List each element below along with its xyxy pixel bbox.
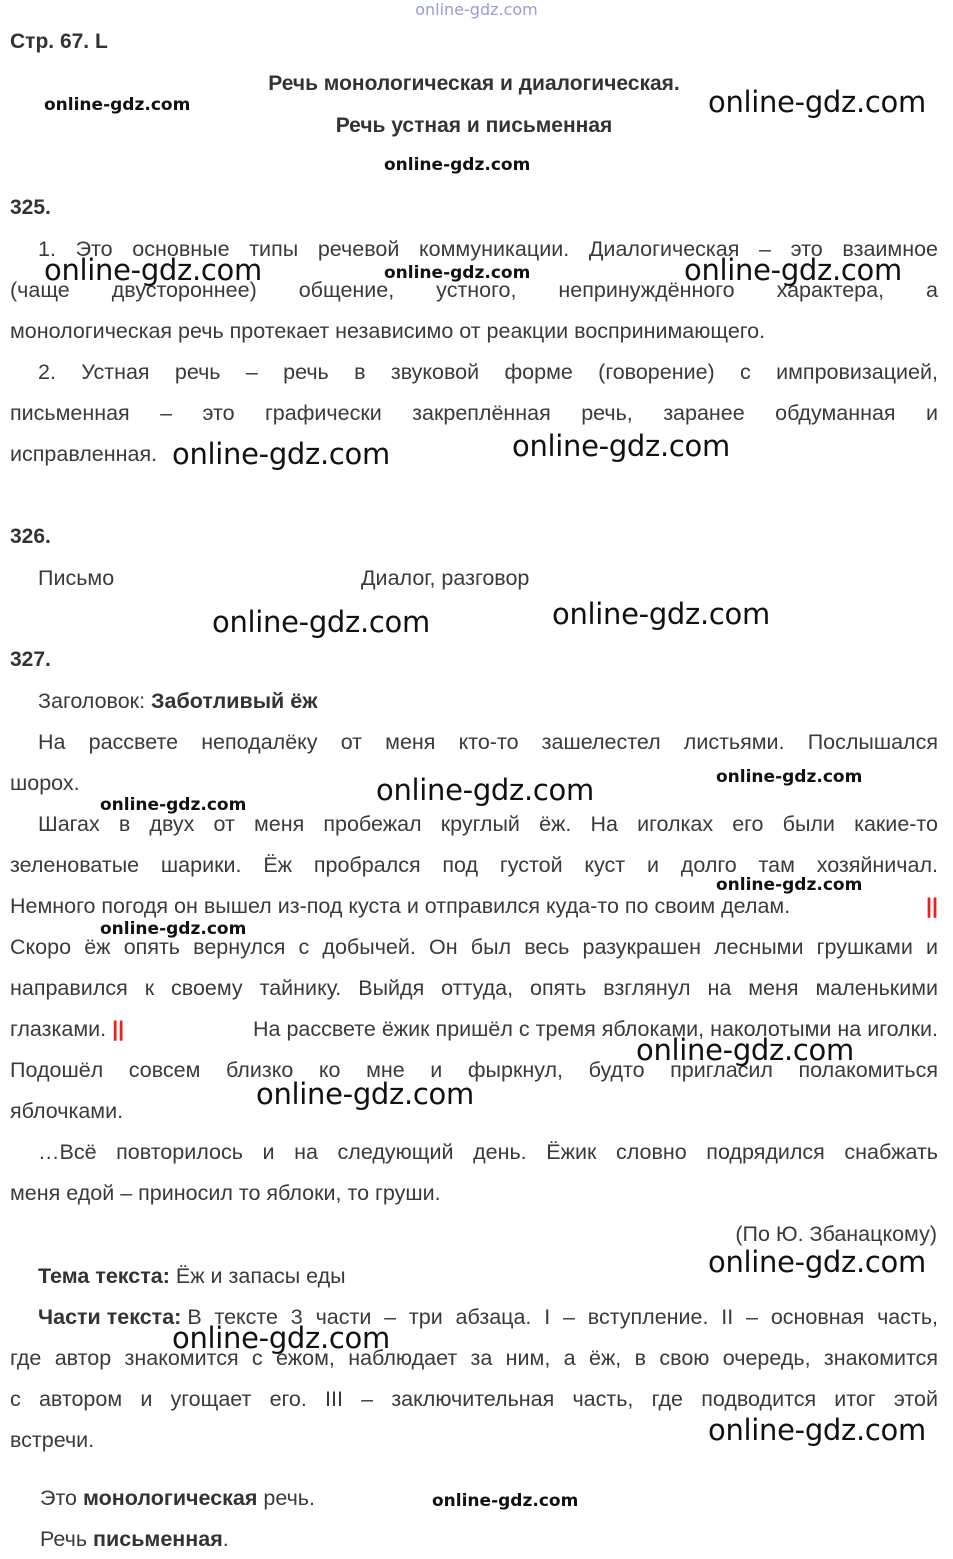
speech-bold: письменная [93,1527,223,1551]
watermark: online-gdz.com [44,253,262,287]
parts-line: с автором и угощает его. III – заключительная часть, где подводится итог этой [10,1387,938,1411]
text-theme [38,1264,346,1289]
parts-line: где автор знакомится с ежом, наблюдает за ним, а ёж, в свою очередь, знакомится [10,1346,938,1370]
ex327-line: Шагах в двух от меня пробежал круглый ёж. На иголках его были какие-то [38,812,938,836]
ex325-line: (чаще двустороннее) общение, устного, непринуждённого характера, а [10,278,938,302]
parts-label: Части текста: [38,1305,182,1329]
watermark: online-gdz.com [44,95,191,115]
watermark: online-gdz.com [172,1321,390,1355]
ex327-heading [38,689,317,714]
ex325-line: исправленная. [10,442,158,466]
watermark: online-gdz.com [432,1491,579,1511]
ex327-line: яблочками. [10,1099,124,1123]
speech-suffix: . [222,1527,229,1551]
ex325-line: монологическая речь протекает независимо от реакции воспринимающего. [10,319,766,343]
top-watermark: online-gdz.com [415,0,538,19]
watermark: online-gdz.com [256,1077,474,1111]
text-source: (По Ю. Збанацкому) [735,1222,937,1246]
ex327-line: направился к своему тайнику. Выйдя оттуда, опять взглянул на меня маленькими [10,976,938,1000]
watermark: online-gdz.com [384,263,531,283]
watermark: online-gdz.com [708,1413,926,1447]
watermark: online-gdz.com [708,1245,926,1279]
ex327-line: Немного погодя он вышел из-под куста и отправился куда-то по своим делам. [10,894,791,918]
speech-prefix: Речь [40,1527,88,1551]
watermark: online-gdz.com [716,875,863,895]
heading-value: Заботливый ёж [151,689,318,713]
ex327-line: зеленоватые шарики. Ёж пробрался под густой куст и долго там хозяйничал. [10,853,938,877]
ex327-line: На рассвете неподалёку от меня кто-то зашелестел листьями. Послышался [38,730,938,754]
ex325-line: 2. Устная речь – речь в звуковой форме (говорение) с импровизацией, [38,360,938,384]
watermark: online-gdz.com [636,1033,854,1067]
watermark: online-gdz.com [716,767,863,787]
exercise-325-number: 325. [10,196,51,219]
theme-label: Тема текста: [38,1264,170,1288]
ex327-line: шорох. [10,771,80,795]
exercise-327-number: 327. [10,648,51,671]
ex327-line: Скоро ёж опять вернулся с добычей. Он был весь разукрашен лесными грушками и [10,935,938,959]
watermark: online-gdz.com [684,253,902,287]
parts-line: встречи. [10,1428,95,1452]
watermark: online-gdz.com [708,85,926,119]
page-reference: Стр. 67. L [10,30,108,53]
ex326-right-word: Диалог, разговор [361,566,530,590]
ex327-line: меня едой – приносил то яблоки, то груши. [10,1181,441,1205]
parts-line: В тексте 3 части – три абзаца. I – вступление. II – основная часть, [187,1305,938,1329]
speech-suffix: речь. [263,1486,315,1510]
watermark: online-gdz.com [552,597,770,631]
watermark: online-gdz.com [100,919,247,939]
ex325-line: письменная – это графически закреплённая речь, заранее обдуманная и [10,401,938,425]
part-divider-mark: || [925,894,938,918]
watermark: online-gdz.com [100,795,247,815]
ex327-line: глазками. [10,1017,107,1041]
heading-label: Заголовок: [38,689,146,713]
page-subtitle: Речь устная и письменная [335,114,613,137]
ex327-line: …Всё повторилось и на следующий день. Ёжик словно подрядился снабжать [38,1140,938,1164]
watermark: online-gdz.com [376,773,594,807]
speech-prefix: Это [40,1486,78,1510]
part-divider-mark: || [112,1017,125,1041]
ex327-line: Подошёл совсем близко ко мне и фыркнул, будто пригласил полакомиться [10,1058,938,1082]
speech-type-1 [40,1486,315,1511]
theme-value: Ёж и запасы еды [175,1264,346,1288]
watermark: online-gdz.com [172,437,390,471]
ex327-line-with-mark [10,894,938,919]
watermark: online-gdz.com [512,429,730,463]
ex325-line: 1. Это основные типы речевой коммуникации. Диалогическая – это взаимное [38,237,938,261]
watermark: online-gdz.com [212,605,430,639]
ex327-line: На рассвете ёжик пришёл с тремя яблоками, наколотыми на иголки. [253,1017,938,1041]
speech-type-2 [40,1527,229,1552]
speech-bold: монологическая [83,1486,258,1510]
page-title: Речь монологическая и диалогическая. [268,72,680,95]
ex326-left-word: Письмо [38,566,115,590]
exercise-326-number: 326. [10,525,51,548]
watermark: online-gdz.com [384,155,531,175]
